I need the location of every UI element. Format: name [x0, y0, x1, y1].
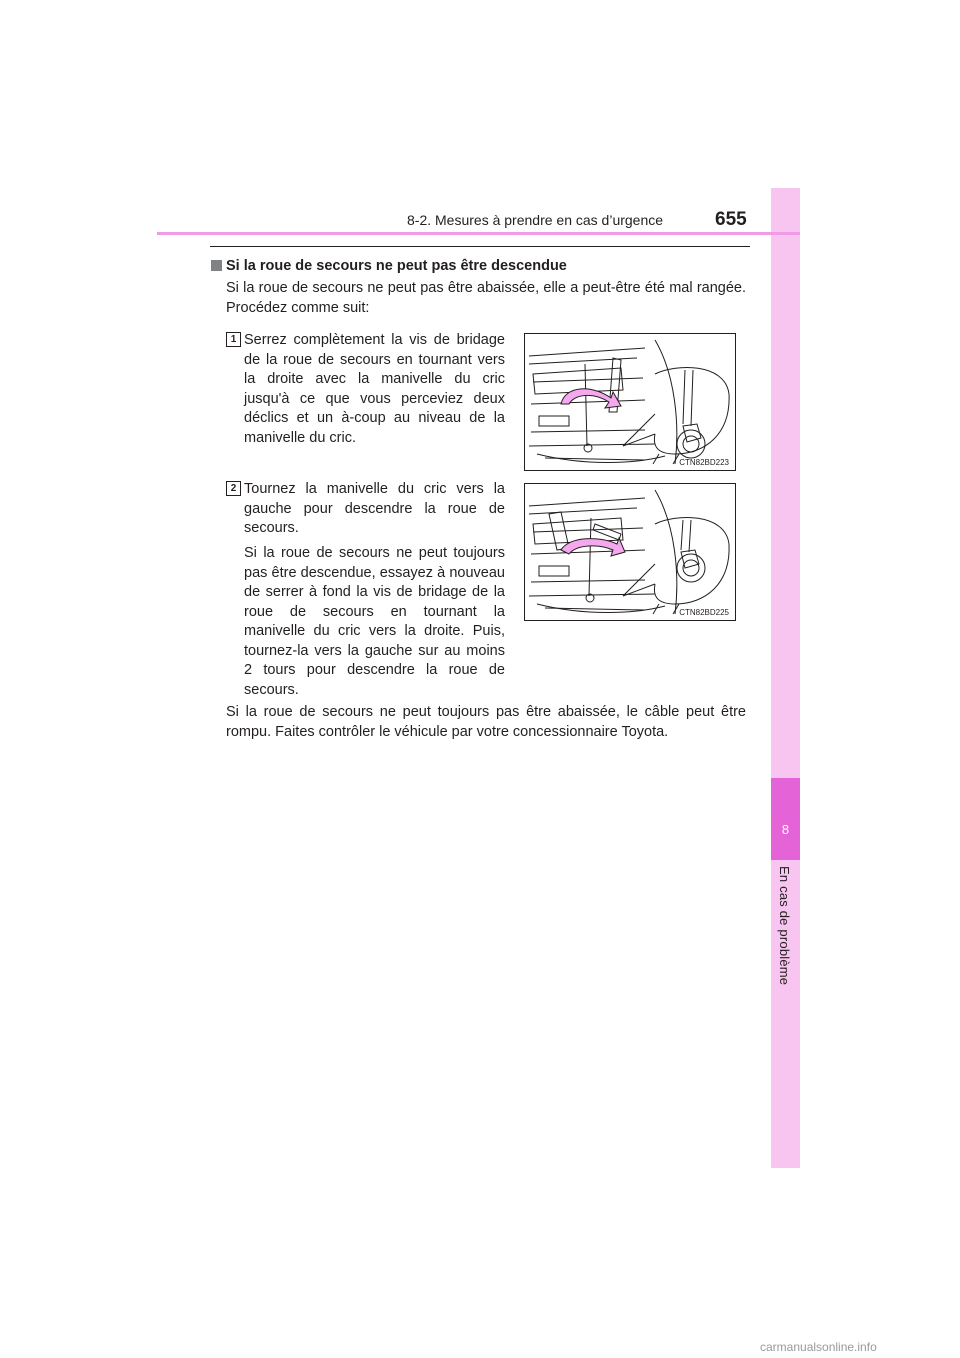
- spare-tire-lower-diagram: [525, 484, 735, 620]
- figure-2-code: CTN82BD225: [679, 608, 729, 617]
- step-2-note: Si la roue de secours ne peut toujours pas être descendue, essayez à nouveau de serrer à fond la vis de bridage de la roue de secours en tournant la manivelle du cric vers la droite. Puis, tournez-la vers la gauche sur au moins 2 tours pour descendre la roue de secours.: [244, 545, 505, 698]
- step-1-text: Serrez complètement la vis de bridage de la roue de secours en tournant vers la droite avec la manivelle du cric jusqu'à ce que vous perceviez deux déclics et un à-coup au niveau de la manivelle du cric.: [244, 332, 505, 446]
- closing-paragraph: Si la roue de secours ne peut toujours pas être abaissée, le câble peut être rompu. Faites contrôler le véhicule par votre concessionnaire Toyota.: [226, 704, 746, 740]
- page-number: 655: [715, 209, 747, 230]
- intro-paragraph: Si la roue de secours ne peut pas être abaissée, elle a peut-être été mal rangée. Procédez comme suit:: [226, 280, 746, 316]
- chapter-title: En cas de problème: [777, 866, 792, 986]
- square-bullet-icon: [211, 260, 222, 271]
- content-divider: [210, 246, 750, 247]
- step-1-number: 1: [226, 332, 241, 347]
- chapter-number-block: [771, 778, 800, 860]
- spare-tire-tighten-diagram: [525, 334, 735, 470]
- section-heading-text: Si la roue de secours ne peut pas être descendue: [226, 258, 567, 274]
- step-1-illustration: [524, 333, 736, 471]
- step-2-illustration: [524, 483, 736, 621]
- header-rule: [157, 232, 800, 235]
- watermark: carmanualsonline.info: [760, 1340, 877, 1354]
- header-section-title: 8-2. Mesures à prendre en cas d’urgence: [407, 212, 664, 228]
- section-heading: [211, 258, 567, 274]
- figure-1-code: CTN82BD223: [679, 458, 729, 467]
- chapter-side-tab: [771, 188, 800, 1168]
- step-2-number: 2: [226, 481, 241, 496]
- chapter-number: 8: [781, 822, 790, 837]
- step-2-text: Tournez la manivelle du cric vers la gauche pour descendre la roue de secours.: [244, 481, 505, 536]
